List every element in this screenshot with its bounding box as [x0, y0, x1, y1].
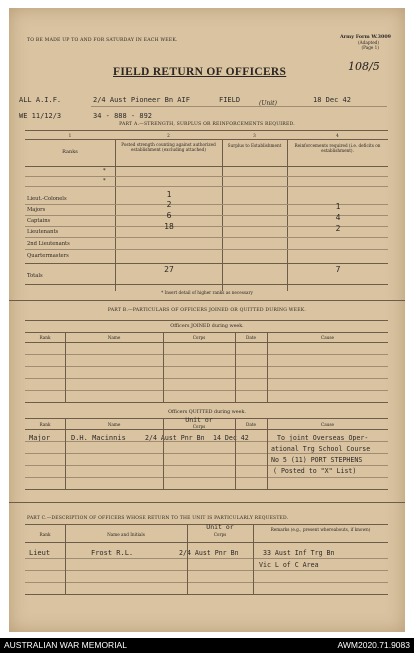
- joined-header-rank: Rank: [39, 335, 51, 340]
- part-c-remarks-1: 33 Aust Inf Trg Bn: [263, 549, 335, 557]
- joined-title: Officers JOINED during week.: [170, 324, 244, 329]
- joined-header-cause: Cause: [320, 335, 335, 340]
- part-c-name: Frost R.L.: [91, 549, 134, 557]
- reinf-lieutenants: 2: [335, 224, 341, 233]
- col-number-2: 2: [167, 133, 170, 138]
- part-c-header-unit-or: Unit or: [206, 523, 234, 531]
- part-c-unit: 2/4 Aust Pnr Bn: [179, 549, 239, 557]
- rank-row-captains: Captains: [27, 218, 51, 224]
- part-c-header-rank: Rank: [39, 532, 51, 537]
- document-sheet: TO BE MADE UP TO AND FOR SATURDAY IN EACH WEEK. Army Form W.3009 (Adapted) (Page 1) 108/5 FIELD RETURN OF OFFICERS ALL A.I.F. 2/4 Aust Pioneer Bn AIF FIELD (Unit) 18 Dec 42 WE 11/12/3 34 - 888 - 892 PART A.—STRENGTH, SURPLUS OR REINFORCEMENTS REQUIRED. 1 2 3 4 Ranks Posted strength counting against authorized establishment (excluding attached) Surplus to Establishment Reinforcements required (i.e. deficits on establishment). * * Lieut.-Colonels 1 Majors 2 1 Captains 6 4 Lieutenants 18 2 2nd Lieutenants Quartermasters Totals 27 7 * Insert detail of higher ranks as necessary PART B.—PARTICULARS OF OFFICERS JOINED OR QUITTED DURING WEEK. Officers JOINED during week. Rank Name Corps Date Cause Officers QUITTED during week. Rank Name Unit or Corps Date Cause Major D.H. Macinnis 2/4 Aust Pnr Bn 14 Dec 42 To joint Overseas Oper- ational Trg School Course No 5 (11) PORT STEPHENS ( Posted to "X" List) PART C.—DESCRIPTION OF OFFICERS WHOSE RETURN TO THE UNIT IS PARTICULARLY REQUESTED. Rank Name and Initials Unit or Corps Remarks (e.g., present whereabouts, if known) Lieut Frost R.L. 2/4 Aust Pnr Bn 33 Aust Inf Trg Bn Vic L of C Area: [9, 8, 405, 632]
- date-field: 18 Dec 42: [313, 96, 351, 104]
- totals-reinf: 7: [335, 265, 341, 274]
- quitted-date: 14 Dec 42: [213, 434, 249, 442]
- quitted-header-unit-or: Unit or: [185, 416, 213, 424]
- posted-majors: 2: [166, 200, 172, 209]
- form-page: (Page 1): [361, 45, 379, 50]
- quitted-header-cause: Cause: [320, 422, 335, 427]
- reinf-majors: 1: [335, 202, 341, 211]
- joined-header-corps: Corps: [192, 335, 206, 340]
- part-c-remarks-2: Vic L of C Area: [259, 561, 319, 569]
- force-field: ALL A.I.F.: [19, 96, 62, 104]
- form-id: Army Form W.3009: [339, 34, 391, 40]
- archive-footer: [0, 638, 414, 653]
- quitted-header-rank: Rank: [39, 422, 51, 427]
- footer-accession-number: AWM2020.71.9083: [337, 640, 410, 650]
- location-field: FIELD: [219, 96, 241, 104]
- unit-label: (Unit): [259, 100, 277, 107]
- quitted-cause-3: No 5 (11) PORT STEPHENS: [271, 456, 363, 464]
- part-c-header-corps: Corps: [213, 532, 227, 537]
- unit-code-field: 34 - 888 - 892: [93, 112, 153, 120]
- joined-header-date: Date: [245, 335, 256, 340]
- col-number-1: 1: [68, 133, 72, 138]
- quitted-header-corps: Corps: [192, 424, 206, 429]
- part-b-title: PART B.—PARTICULARS OF OFFICERS JOINED OR QUITTED DURING WEEK.: [107, 308, 307, 313]
- posted-lieutenants: 18: [164, 222, 174, 231]
- quitted-title: Officers QUITTED during week.: [168, 410, 246, 415]
- col-number-3: 3: [253, 133, 256, 138]
- footer-credit: AUSTRALIAN WAR MEMORIAL: [4, 640, 127, 650]
- quitted-rank: Major: [29, 434, 51, 442]
- reinf-captains: 4: [335, 213, 341, 222]
- part-a-title: PART A.—STRENGTH, SURPLUS OR REINFORCEMENTS REQUIRED.: [119, 122, 295, 127]
- top-note: TO BE MADE UP TO AND FOR SATURDAY IN EACH WEEK.: [27, 38, 178, 43]
- form-adapted: (Adapted): [358, 40, 379, 45]
- unit-name-field: 2/4 Aust Pioneer Bn AIF: [93, 96, 190, 104]
- rank-row-lieutenants: Lieutenants: [27, 229, 59, 235]
- part-a-footnote: * Insert detail of higher ranks as necessary: [161, 290, 253, 295]
- unit-underline: [91, 106, 387, 107]
- totals-label: Totals: [27, 273, 43, 279]
- quitted-cause-4: ( Posted to "X" List): [273, 467, 357, 475]
- part-c-title: PART C.—DESCRIPTION OF OFFICERS WHOSE RETURN TO THE UNIT IS PARTICULARLY REQUESTED.: [27, 516, 289, 521]
- posted-captains: 6: [166, 211, 172, 220]
- quitted-header-date: Date: [245, 422, 256, 427]
- header-surplus: Surplus to Establishment: [227, 143, 282, 148]
- rank-row-2nd-lieutenants: 2nd Lieutenants: [27, 241, 70, 247]
- part-c-header-name: Name and Initials: [107, 532, 145, 537]
- quitted-name: D.H. Macinnis: [71, 434, 126, 442]
- header-ranks: Ranks: [62, 149, 78, 155]
- header-posted: Posted strength counting against authorized establishment (excluding attached): [121, 142, 216, 152]
- totals-posted: 27: [164, 265, 174, 274]
- rank-row-majors: Majors: [27, 207, 46, 213]
- document-title: FIELD RETURN OF OFFICERS: [113, 66, 287, 78]
- posted-lt-col: 1: [166, 190, 172, 199]
- quitted-header-name: Name: [107, 422, 121, 427]
- quitted-cause-1: To joint Overseas Oper-: [277, 434, 369, 442]
- handwritten-ref: 108/5: [348, 60, 380, 73]
- header-reinforcements: Reinforcements required (i.e. deficits on establishment).: [294, 143, 381, 153]
- joined-header-name: Name: [107, 335, 121, 340]
- week-ending-field: WE 11/12/3: [19, 112, 62, 120]
- col-number-4: 4: [336, 133, 339, 138]
- part-c-rank: Lieut: [29, 549, 51, 557]
- rank-row-lt-col: Lieut.-Colonels: [27, 196, 67, 202]
- part-c-header-remarks: Remarks (e.g., present whereabouts, if known): [270, 527, 371, 532]
- quitted-unit: 2/4 Aust Pnr Bn: [145, 434, 205, 442]
- rank-row-quartermasters: Quartermasters: [27, 253, 69, 259]
- quitted-cause-2: ational Trg School Course: [271, 445, 371, 453]
